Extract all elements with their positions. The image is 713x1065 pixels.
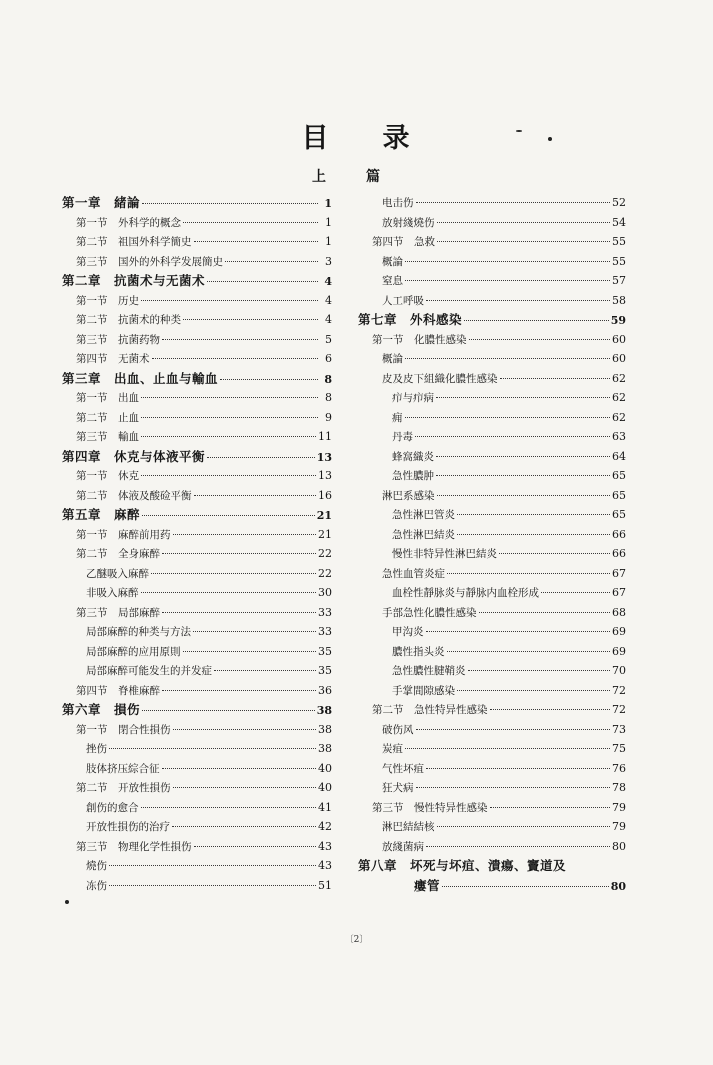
toc-entry-label: 放射綫燒伤 bbox=[382, 216, 435, 229]
toc-entry-page: 16 bbox=[318, 488, 332, 502]
toc-entry-label: 第三节 局部麻醉 bbox=[76, 606, 160, 619]
dot-leader bbox=[193, 631, 316, 632]
dot-leader bbox=[426, 300, 610, 301]
toc-entry bbox=[62, 603, 332, 623]
toc-entry-label: 第三节 慢性特异性感染 bbox=[372, 801, 488, 814]
toc-entry bbox=[358, 525, 626, 545]
toc-entry-page: 64 bbox=[612, 449, 626, 463]
toc-entry bbox=[358, 622, 626, 642]
toc-entry bbox=[358, 369, 626, 389]
toc-entry-page: 79 bbox=[612, 800, 626, 814]
toc-entry bbox=[62, 330, 332, 350]
toc-entry-page: 38 bbox=[318, 722, 332, 736]
toc-entry-label: 慢性非特异性淋巴結炎 bbox=[392, 548, 497, 560]
toc-entry-page: 36 bbox=[318, 683, 332, 697]
dot-leader bbox=[194, 846, 317, 847]
dot-leader bbox=[162, 553, 316, 554]
toc-entry-label: 急性膿肿 bbox=[392, 470, 434, 482]
toc-entry-label: 急性膿性腱鞘炎 bbox=[392, 665, 466, 677]
toc-entry bbox=[358, 661, 626, 681]
toc-entry bbox=[62, 505, 332, 525]
toc-entry bbox=[358, 739, 626, 759]
toc-entry bbox=[62, 252, 332, 272]
toc-entry bbox=[358, 388, 626, 408]
toc-entry-page: 9 bbox=[325, 410, 332, 424]
toc-entry bbox=[62, 856, 332, 876]
toc-entry bbox=[62, 466, 332, 486]
toc-entry bbox=[358, 466, 626, 486]
dot-leader bbox=[426, 631, 611, 632]
toc-entry-label: 第一节 出血 bbox=[76, 392, 139, 404]
toc-entry-label: 痈 bbox=[392, 411, 403, 424]
toc-entry-page: 38 bbox=[316, 704, 332, 717]
dot-leader bbox=[436, 475, 610, 476]
toc-entry-page: 4 bbox=[325, 313, 332, 326]
toc-entry bbox=[62, 622, 332, 642]
toc-entry-page: 40 bbox=[318, 761, 332, 775]
toc-entry-label: 第四节 脊椎麻醉 bbox=[76, 684, 160, 697]
dot-leader bbox=[442, 886, 609, 887]
part-heading bbox=[312, 166, 380, 186]
toc-entry-label: 第一节 麻醉前用药 bbox=[76, 528, 171, 541]
toc-entry-page: 55 bbox=[612, 254, 626, 268]
toc-entry-label: 淋巴結結核 bbox=[382, 821, 435, 833]
toc-entry-page: 22 bbox=[318, 547, 332, 560]
scan-speck bbox=[516, 130, 522, 132]
toc-entry-label: 手部急性化膿性感染 bbox=[382, 606, 477, 619]
toc-entry-page: 22 bbox=[318, 566, 332, 580]
toc-entry-label: 第四节 无菌术 bbox=[76, 353, 150, 365]
dot-leader bbox=[457, 534, 610, 535]
dot-leader bbox=[437, 495, 611, 496]
toc-entry-label: 第一节 化膿性感染 bbox=[372, 333, 467, 346]
toc-entry-label: 第六章 損伤 bbox=[62, 702, 141, 717]
toc-entry-label: 第二节 止血 bbox=[76, 411, 139, 424]
dot-leader bbox=[447, 651, 611, 652]
toc-entry-label: 破伤风 bbox=[382, 723, 414, 736]
toc-entry-label: 燒伤 bbox=[86, 860, 107, 872]
toc-entry-label: 第二节 体液及酸硷平衡 bbox=[76, 489, 192, 502]
toc-entry-page: 43 bbox=[318, 839, 332, 853]
toc-entry bbox=[358, 603, 626, 623]
toc-entry bbox=[62, 778, 332, 798]
toc-entry bbox=[62, 759, 332, 779]
toc-entry-page: 62 bbox=[612, 371, 626, 385]
dot-leader bbox=[436, 456, 610, 457]
toc-entry bbox=[358, 876, 626, 896]
dot-leader bbox=[173, 534, 317, 535]
toc-entry bbox=[62, 193, 332, 213]
dot-leader bbox=[162, 768, 317, 769]
dot-leader bbox=[415, 436, 610, 437]
toc-entry-page: 72 bbox=[612, 703, 626, 716]
toc-entry bbox=[62, 681, 332, 701]
toc-entry bbox=[62, 525, 332, 545]
toc-entry-page: 80 bbox=[610, 879, 626, 893]
toc-entry-label: 非吸入麻醉 bbox=[86, 587, 139, 599]
page-title bbox=[0, 116, 713, 155]
toc-entry-page: 13 bbox=[318, 469, 332, 482]
toc-entry-page: 67 bbox=[612, 586, 626, 599]
dot-leader bbox=[405, 261, 610, 262]
toc-entry bbox=[358, 408, 626, 428]
toc-entry-page: 69 bbox=[612, 644, 626, 658]
toc-entry bbox=[62, 837, 332, 857]
toc-entry bbox=[358, 271, 626, 291]
dot-leader bbox=[109, 885, 316, 886]
scan-speck bbox=[65, 900, 69, 904]
dot-leader bbox=[172, 826, 316, 827]
part-heading-char-2: 篇 bbox=[366, 169, 380, 185]
toc-entry-page: 70 bbox=[612, 664, 626, 677]
dot-leader bbox=[162, 339, 318, 340]
toc-entry-label: 概論 bbox=[382, 353, 403, 365]
toc-entry-page: 33 bbox=[318, 625, 332, 638]
toc-entry-label: 第三章 出血、止血与輸血 bbox=[62, 370, 219, 386]
dot-leader bbox=[405, 748, 610, 749]
dot-leader bbox=[436, 397, 610, 398]
toc-entry-label: 疖与疖病 bbox=[392, 392, 434, 404]
toc-entry-label: 气性坏疽 bbox=[382, 762, 424, 775]
toc-entry bbox=[358, 330, 626, 350]
toc-entry bbox=[358, 564, 626, 584]
dot-leader bbox=[162, 690, 316, 691]
toc-entry bbox=[62, 271, 332, 291]
toc-entry-label: 急性血管炎症 bbox=[382, 567, 445, 580]
toc-entry-page: 1 bbox=[325, 215, 332, 229]
dot-leader bbox=[464, 320, 609, 321]
toc-entry-page: 72 bbox=[612, 683, 626, 697]
toc-entry-label: 膿性指头炎 bbox=[392, 645, 445, 658]
toc-entry-label: 甲沟炎 bbox=[392, 626, 424, 638]
dot-leader bbox=[207, 457, 315, 458]
toc-entry-label: 第三节 抗菌药物 bbox=[76, 333, 160, 346]
toc-entry-label: 局部麻醉可能发生的并发症 bbox=[86, 665, 212, 677]
toc-entry-page: 58 bbox=[612, 293, 626, 307]
toc-entry-page: 4 bbox=[325, 293, 332, 307]
toc-entry bbox=[62, 213, 332, 233]
page-number: 〔2〕 bbox=[344, 935, 369, 945]
toc-entry bbox=[358, 310, 626, 330]
toc-entry bbox=[62, 661, 332, 681]
toc-entry bbox=[358, 232, 626, 252]
dot-leader bbox=[479, 612, 611, 613]
toc-entry-label: 第二节 急性特异性感染 bbox=[372, 704, 488, 716]
toc-entry-page: 65 bbox=[612, 469, 626, 482]
toc-entry-label: 第三节 国外的外科学发展簡史 bbox=[76, 255, 223, 268]
dot-leader bbox=[437, 241, 610, 242]
toc-entry bbox=[62, 486, 332, 506]
toc-entry-page: 65 bbox=[612, 488, 626, 502]
toc-entry-label: 人工呼吸 bbox=[382, 294, 424, 307]
toc-entry-label: 血栓性靜脉炎与靜脉内血栓形成 bbox=[392, 587, 539, 599]
toc-entry-label: 电击伤 bbox=[382, 197, 414, 209]
toc-entry-page: 8 bbox=[325, 391, 332, 404]
toc-entry-page: 1 bbox=[324, 197, 332, 210]
toc-entry bbox=[62, 388, 332, 408]
dot-leader bbox=[500, 378, 611, 379]
toc-entry-page: 51 bbox=[318, 878, 332, 892]
toc-entry-page: 43 bbox=[318, 859, 332, 872]
dot-leader bbox=[207, 281, 318, 282]
toc-entry-label: 第一节 外科学的概念 bbox=[76, 216, 181, 229]
dot-leader bbox=[405, 358, 610, 359]
dot-leader bbox=[437, 826, 611, 827]
toc-entry-page: 73 bbox=[612, 722, 626, 736]
dot-leader bbox=[225, 261, 318, 262]
toc-entry bbox=[358, 720, 626, 740]
toc-entry-page: 6 bbox=[325, 352, 332, 365]
toc-entry bbox=[62, 544, 332, 564]
dot-leader bbox=[416, 729, 611, 730]
toc-entry bbox=[358, 856, 626, 876]
toc-entry-page: 5 bbox=[325, 332, 332, 346]
toc-entry bbox=[358, 349, 626, 369]
toc-entry-label: 淋巴系感染 bbox=[382, 489, 435, 502]
toc-entry-page: 62 bbox=[612, 391, 626, 404]
toc-entry bbox=[358, 252, 626, 272]
toc-entry bbox=[62, 720, 332, 740]
toc-entry-label: 第二节 全身麻醉 bbox=[76, 548, 160, 560]
toc-entry bbox=[62, 817, 332, 837]
dot-leader bbox=[141, 807, 317, 808]
toc-entry-label: 肢体挤压綜合征 bbox=[86, 762, 160, 775]
toc-entry bbox=[62, 447, 332, 467]
toc-entry-label: 丹毒 bbox=[392, 431, 413, 443]
dot-leader bbox=[405, 417, 611, 418]
toc-entry bbox=[358, 505, 626, 525]
toc-entry-page: 52 bbox=[612, 196, 626, 209]
dot-leader bbox=[141, 436, 316, 437]
toc-entry-label: 局部麻醉的种类与方法 bbox=[86, 626, 191, 638]
toc-entry bbox=[62, 700, 332, 720]
toc-entry-page: 30 bbox=[318, 586, 332, 599]
dot-leader bbox=[194, 241, 319, 242]
toc-entry-page: 63 bbox=[612, 430, 626, 443]
toc-entry-page: 68 bbox=[612, 605, 626, 619]
toc-right-column bbox=[358, 193, 626, 895]
dot-leader bbox=[416, 202, 611, 203]
toc-entry-label: 第一节 历史 bbox=[76, 294, 139, 307]
dot-leader bbox=[499, 553, 610, 554]
dot-leader bbox=[426, 846, 610, 847]
toc-entry-label: 第三节 物理化学性損伤 bbox=[76, 840, 192, 853]
toc-entry bbox=[358, 544, 626, 564]
dot-leader bbox=[457, 514, 610, 515]
toc-entry bbox=[62, 642, 332, 662]
toc-entry-label: 冻伤 bbox=[86, 879, 107, 892]
toc-entry-label: 乙醚吸入麻醉 bbox=[86, 567, 149, 580]
toc-entry bbox=[358, 778, 626, 798]
toc-entry bbox=[62, 408, 332, 428]
toc-entry-page: 62 bbox=[612, 410, 626, 424]
toc-entry-label: 第七章 外科感染 bbox=[358, 312, 463, 327]
toc-entry bbox=[358, 583, 626, 603]
toc-entry-label: 开放性損伤的治疗 bbox=[86, 821, 170, 833]
toc-entry-label: 第二章 抗菌术与无菌术 bbox=[62, 273, 206, 288]
toc-entry-page: 79 bbox=[612, 820, 626, 833]
toc-entry-label: 第四节 急救 bbox=[372, 236, 435, 248]
toc-entry bbox=[62, 739, 332, 759]
toc-entry bbox=[358, 486, 626, 506]
toc-entry-page: 33 bbox=[318, 605, 332, 619]
toc-entry-page: 8 bbox=[324, 372, 332, 386]
toc-entry-page: 66 bbox=[612, 547, 626, 560]
dot-leader bbox=[141, 475, 316, 476]
dot-leader bbox=[437, 222, 611, 223]
toc-entry-page: 13 bbox=[316, 450, 332, 464]
dot-leader bbox=[405, 280, 610, 281]
toc-entry-page: 21 bbox=[318, 527, 332, 541]
toc-entry bbox=[358, 798, 626, 818]
toc-entry-page: 11 bbox=[318, 430, 332, 443]
dot-leader bbox=[109, 748, 316, 749]
toc-entry-page: 38 bbox=[318, 742, 332, 755]
toc-entry bbox=[358, 642, 626, 662]
toc-entry-page: 66 bbox=[612, 527, 626, 541]
toc-entry bbox=[358, 291, 626, 311]
dot-leader bbox=[141, 592, 317, 593]
toc-entry-label: 窒息 bbox=[382, 275, 403, 287]
dot-leader bbox=[220, 379, 318, 380]
dot-leader bbox=[141, 397, 318, 398]
toc-entry-page: 3 bbox=[325, 254, 332, 268]
toc-entry-label: 狂犬病 bbox=[382, 782, 414, 794]
toc-entry bbox=[62, 291, 332, 311]
title-char-2: 录 bbox=[382, 123, 412, 154]
dot-leader bbox=[194, 495, 317, 496]
dot-leader bbox=[490, 807, 611, 808]
toc-entry bbox=[358, 427, 626, 447]
toc-entry-page: 78 bbox=[612, 781, 626, 794]
dot-leader bbox=[468, 670, 611, 671]
toc-entry-label: 第五章 麻醉 bbox=[62, 507, 141, 522]
toc-entry bbox=[62, 427, 332, 447]
part-heading-char-1: 上 bbox=[312, 169, 326, 185]
toc-entry-label: 挫伤 bbox=[86, 743, 107, 755]
toc-entry-label: 第一节 閉合性損伤 bbox=[76, 723, 171, 736]
dot-leader bbox=[142, 203, 318, 204]
dot-leader bbox=[426, 768, 610, 769]
toc-left-column bbox=[62, 193, 332, 895]
dot-leader bbox=[109, 865, 316, 866]
title-char-1: 目 bbox=[301, 123, 331, 154]
toc-entry-page: 75 bbox=[612, 742, 626, 755]
toc-entry bbox=[62, 564, 332, 584]
toc-entry-label: 第一章 緒論 bbox=[62, 195, 141, 210]
dot-leader bbox=[469, 339, 611, 340]
dot-leader bbox=[151, 573, 316, 574]
toc-entry-page: 69 bbox=[612, 625, 626, 638]
toc-entry bbox=[62, 369, 332, 389]
toc-entry bbox=[62, 798, 332, 818]
toc-entry-label: 創伤的愈合 bbox=[86, 801, 139, 814]
toc-entry-label: 概論 bbox=[382, 255, 403, 268]
dot-leader bbox=[141, 417, 318, 418]
dot-leader bbox=[183, 319, 318, 320]
dot-leader bbox=[541, 592, 610, 593]
dot-leader bbox=[152, 358, 319, 359]
toc-entry-label: 第三节 輸血 bbox=[76, 431, 139, 443]
toc-entry-page: 35 bbox=[318, 664, 332, 677]
toc-entry-label: 急性淋巴管炎 bbox=[392, 509, 455, 521]
toc-entry-page: 60 bbox=[612, 332, 626, 346]
scan-speck bbox=[548, 137, 552, 141]
dot-leader bbox=[214, 670, 316, 671]
toc-entry-page: 76 bbox=[612, 761, 626, 775]
dot-leader bbox=[447, 573, 610, 574]
toc-entry-page: 40 bbox=[318, 781, 332, 794]
dot-leader bbox=[141, 300, 318, 301]
toc-entry bbox=[62, 310, 332, 330]
toc-entry-page: 67 bbox=[612, 566, 626, 580]
toc-entry-page: 60 bbox=[612, 352, 626, 365]
dot-leader bbox=[490, 709, 611, 710]
dot-leader bbox=[142, 710, 315, 711]
toc-entry bbox=[62, 232, 332, 252]
toc-entry-label: 第二节 抗菌术的种类 bbox=[76, 314, 181, 326]
toc-entry-page: 59 bbox=[610, 314, 626, 327]
toc-entry-label: 皮及皮下組織化膿性感染 bbox=[382, 372, 498, 385]
dot-leader bbox=[183, 222, 318, 223]
dot-leader bbox=[173, 729, 317, 730]
toc-entry-page: 41 bbox=[318, 800, 332, 814]
toc-entry-page: 54 bbox=[612, 215, 626, 229]
toc-entry-page: 21 bbox=[316, 509, 332, 522]
toc-entry-label: 放綫菌病 bbox=[382, 840, 424, 853]
toc-entry-page: 42 bbox=[318, 820, 332, 833]
toc-entry bbox=[358, 681, 626, 701]
dot-leader bbox=[162, 612, 316, 613]
toc-entry-label: 蜂窩織炎 bbox=[392, 450, 434, 463]
toc-entry-label: 第二节 祖国外科学簡史 bbox=[76, 236, 192, 248]
toc-entry bbox=[358, 837, 626, 857]
toc-entry bbox=[358, 213, 626, 233]
toc-entry-label: 第八章 坏死与坏疽、潰瘍、竇道及 bbox=[358, 858, 567, 873]
toc-entry-page: 35 bbox=[318, 644, 332, 658]
toc-entry-page: 55 bbox=[612, 235, 626, 248]
toc-entry bbox=[62, 876, 332, 896]
toc-entry-label: 炭疽 bbox=[382, 743, 403, 755]
toc-entry-page: 65 bbox=[612, 508, 626, 521]
toc-entry bbox=[62, 349, 332, 369]
dot-leader bbox=[183, 651, 317, 652]
toc-entry bbox=[358, 447, 626, 467]
toc-entry-page: 4 bbox=[324, 275, 332, 288]
dot-leader bbox=[457, 690, 610, 691]
dot-leader bbox=[173, 787, 317, 788]
toc-entry bbox=[358, 817, 626, 837]
dot-leader bbox=[142, 515, 315, 516]
toc-entry-page: 80 bbox=[612, 839, 626, 853]
toc-entry-label: 局部麻醉的应用原則 bbox=[86, 645, 181, 658]
toc-entry-page: 57 bbox=[612, 274, 626, 287]
toc-entry-label: 急性淋巴結炎 bbox=[392, 528, 455, 541]
toc-entry-label: 第四章 休克与体液平衡 bbox=[62, 448, 206, 464]
toc-entry bbox=[358, 700, 626, 720]
toc-entry bbox=[358, 759, 626, 779]
toc-entry-label: 第一节 休克 bbox=[76, 470, 139, 482]
toc-entry-label: 第二节 开放性損伤 bbox=[76, 782, 171, 794]
toc-entry-page: 1 bbox=[325, 235, 332, 248]
toc-entry-label: 瘻管 bbox=[414, 877, 441, 893]
toc-entry bbox=[62, 583, 332, 603]
dot-leader bbox=[416, 787, 611, 788]
toc-entry bbox=[358, 193, 626, 213]
toc-entry-label: 手掌間隙感染 bbox=[392, 684, 455, 697]
